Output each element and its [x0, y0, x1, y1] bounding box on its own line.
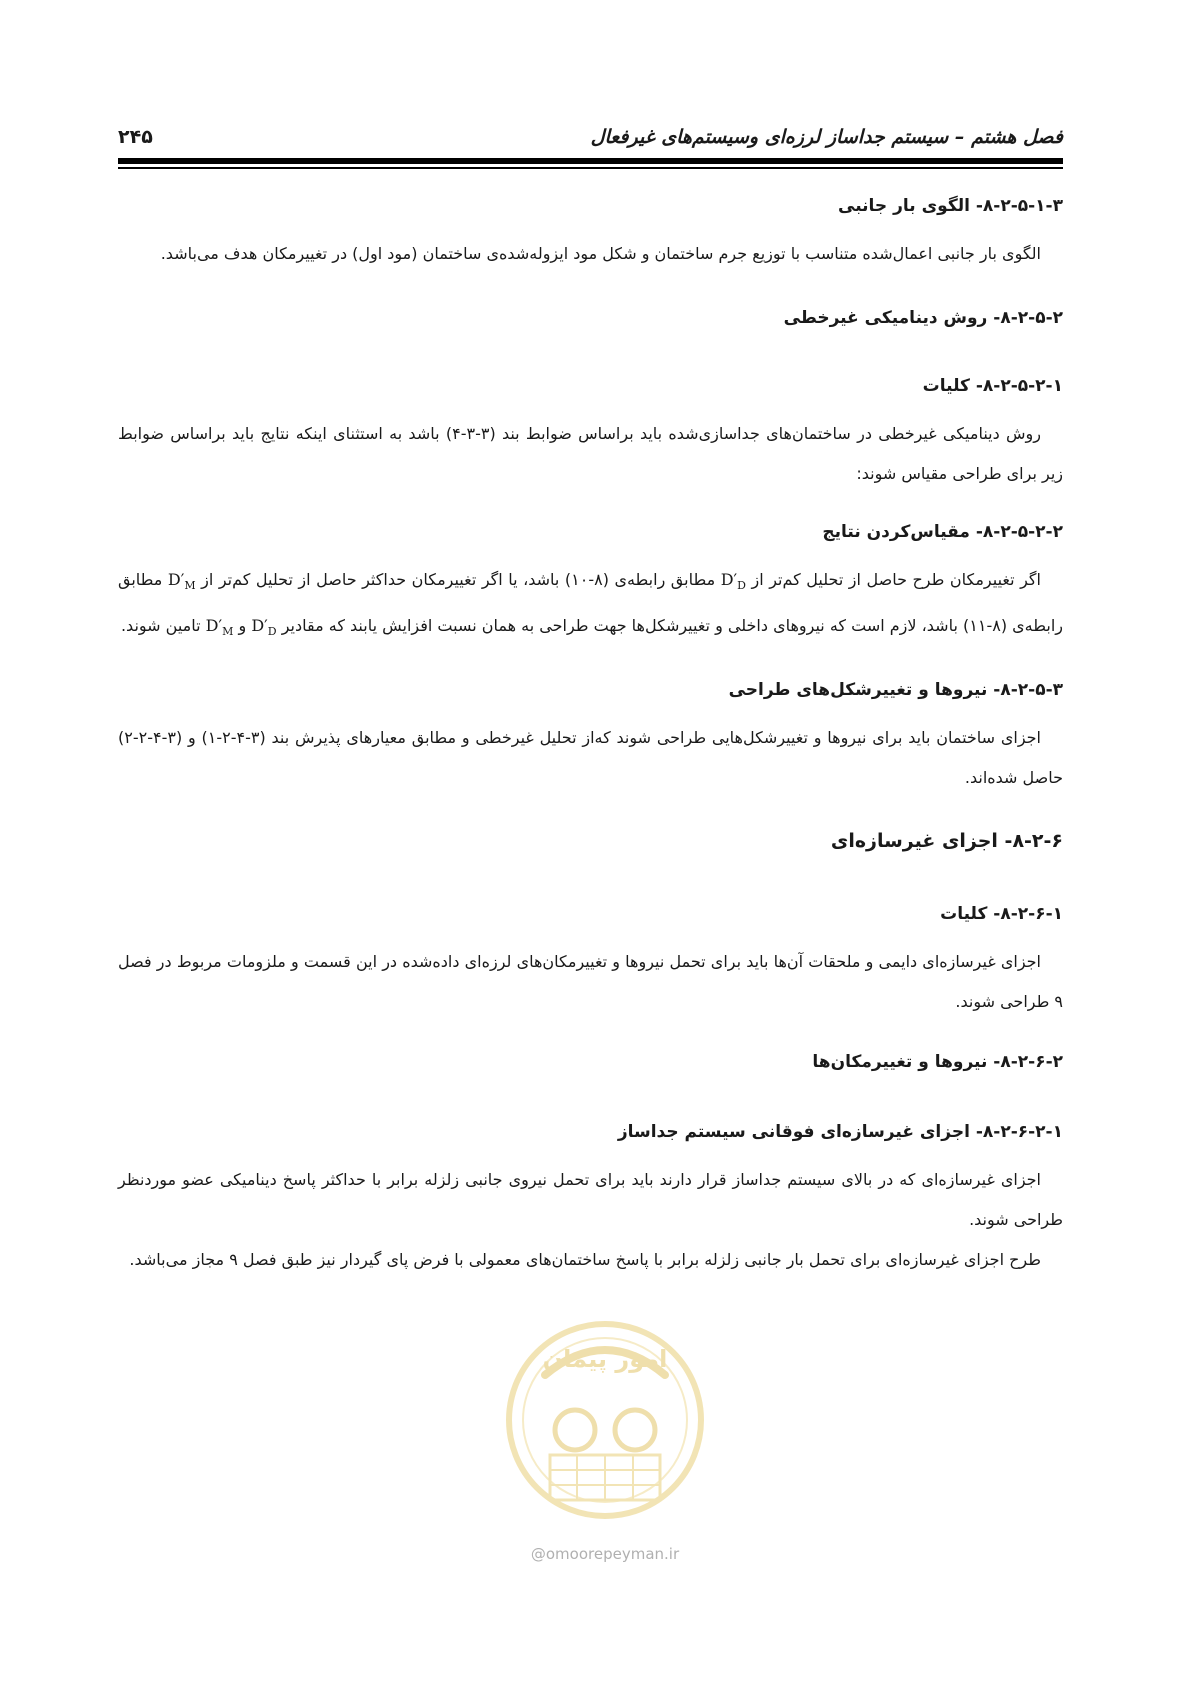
scaling-text-c: مطابق رابطه‌ی (۸-۱۱) باشد، لازم است که نیروهای داخلی و تغییرشکل‌ها جهت طراحی به همان نسبت افزایش یابند که مقادیر [118, 570, 1063, 636]
section-heading-forces-displacements: ۸-۲-۶-۲- نیروها و تغییرمکان‌ها [812, 1052, 1063, 1073]
symbol-d-prime-d [720, 570, 746, 593]
paragraph-above-isolation-1: اجزای غیرسازه‌ای که در بالای سیستم جداساز قرار دارند باید برای تحمل نیروی جانبی زلزله برابر با حداکثر پاسخ دینامیکی عضو مورد‌نظر طراحی شوند. [118, 1170, 1063, 1230]
section-heading-general: ۸-۲-۵-۲-۱- کلیات [922, 376, 1063, 396]
chapter-title: فصل هشتم – سیستم جداساز لرزه‌ای وسیستم‌های غیرفعال [590, 126, 1063, 148]
paragraph-general: روش دینامیکی غیرخطی در ساختمان‌های جداسازی‌شده باید براساس ضوابط بند (۳-۳-۴) باشد به استثنای اینکه نتایج باید براساس ضوابط زیر برای طراحی مقیاس شوند: [118, 424, 1063, 483]
symbol-subscript: M [184, 579, 196, 593]
section-heading-design-forces: ۸-۲-۵-۳- نیروها و تغییرشکل‌های طراحی [728, 680, 1063, 701]
symbol-main: D′ [720, 570, 738, 589]
scaling-text-b: مطابق رابطه‌ی (۸-۱۰) باشد، یا اگر تغییرمکان حداکثر حاصل از تحلیل کم‌تر از [201, 570, 716, 589]
symbol-d-prime-m [167, 570, 196, 593]
paragraph-nonstructural-general: اجزای غیرسازه‌ای دایمی و ملحقات آن‌ها باید برای تحمل نیروها و تغییرمکان‌های لرزه‌ای داده‌شده در این قسمت و ملزومات مربوط در فصل ۹ طراحی شوند. [118, 952, 1063, 1012]
paragraph-lateral-load-pattern: الگوی بار جانبی اعمال‌شده متناسب با توزیع جرم ساختمان و شکل مود ایزوله‌شده‌ی ساختمان (مود اول) در تغییرمکان هدف می‌باشد. [160, 244, 1041, 263]
scaling-text-e: تامین شوند. [120, 616, 201, 636]
paragraph-design-forces: اجزای ساختمان باید برای نیروها و تغییرشکل‌هایی طراحی شوند که‌از تحلیل غیرخطی و مطابق معیارهای پذیرش بند (۳-۴-۲-۱) و (۳-۴-۲-۲) حاصل شده‌اند. [118, 728, 1063, 788]
watermark-text: امور پیمان [542, 1345, 668, 1373]
document-body [118, 196, 1063, 1280]
paragraph-above-isolation-2: طرح اجزای غیرسازه‌ای برای تحمل بار جانبی زلزله برابر با پاسخ ساختمان‌های معمولی با فرض پای گیردار نیز طبق فصل ۹ مجاز می‌باشد. [129, 1250, 1041, 1270]
symbol-main: D′ [251, 616, 268, 636]
page-header [118, 120, 1063, 154]
symbol-main: D′ [205, 616, 223, 636]
page-number: ۲۴۵ [118, 126, 153, 148]
watermark-seal-icon [505, 1305, 705, 1535]
section-heading-nonlinear-dynamic-method: ۸-۲-۵-۲- روش دینامیکی غیرخطی [783, 308, 1063, 328]
symbol-subscript: D [737, 579, 746, 593]
symbol-d-prime-d-2 [251, 616, 277, 639]
section-heading-nonstructural-general: ۸-۲-۶-۱- کلیات [940, 904, 1063, 925]
section-heading-scaling-results: ۸-۲-۵-۲-۲- مقیاس‌کردن نتایج [822, 522, 1063, 542]
section-heading-above-isolation: ۸-۲-۶-۲-۱- اجزای غیرسازه‌ای فوقانی سیستم جداساز [617, 1122, 1063, 1143]
scaling-text-d: و [238, 616, 247, 636]
scaling-text-a: اگر تغییرمکان طرح حاصل از تحلیل کم‌تر از [751, 570, 1041, 589]
section-heading-nonstructural-components: ۸-۲-۶- اجزای غیرسازه‌ای [830, 830, 1063, 853]
header-rule-thick [118, 158, 1063, 164]
section-heading-lateral-load-pattern: ۸-۲-۵-۱-۳- الگوی بار جانبی [838, 196, 1063, 216]
header-rule-thin [118, 167, 1063, 169]
symbol-subscript: D [267, 625, 277, 639]
symbol-subscript: M [222, 625, 234, 639]
symbol-main: D′ [167, 570, 185, 589]
watermark-url: @omoorepeyman.ir [530, 1545, 680, 1563]
symbol-d-prime-m-2 [205, 616, 234, 639]
paragraph-scaling-results [118, 560, 1063, 652]
